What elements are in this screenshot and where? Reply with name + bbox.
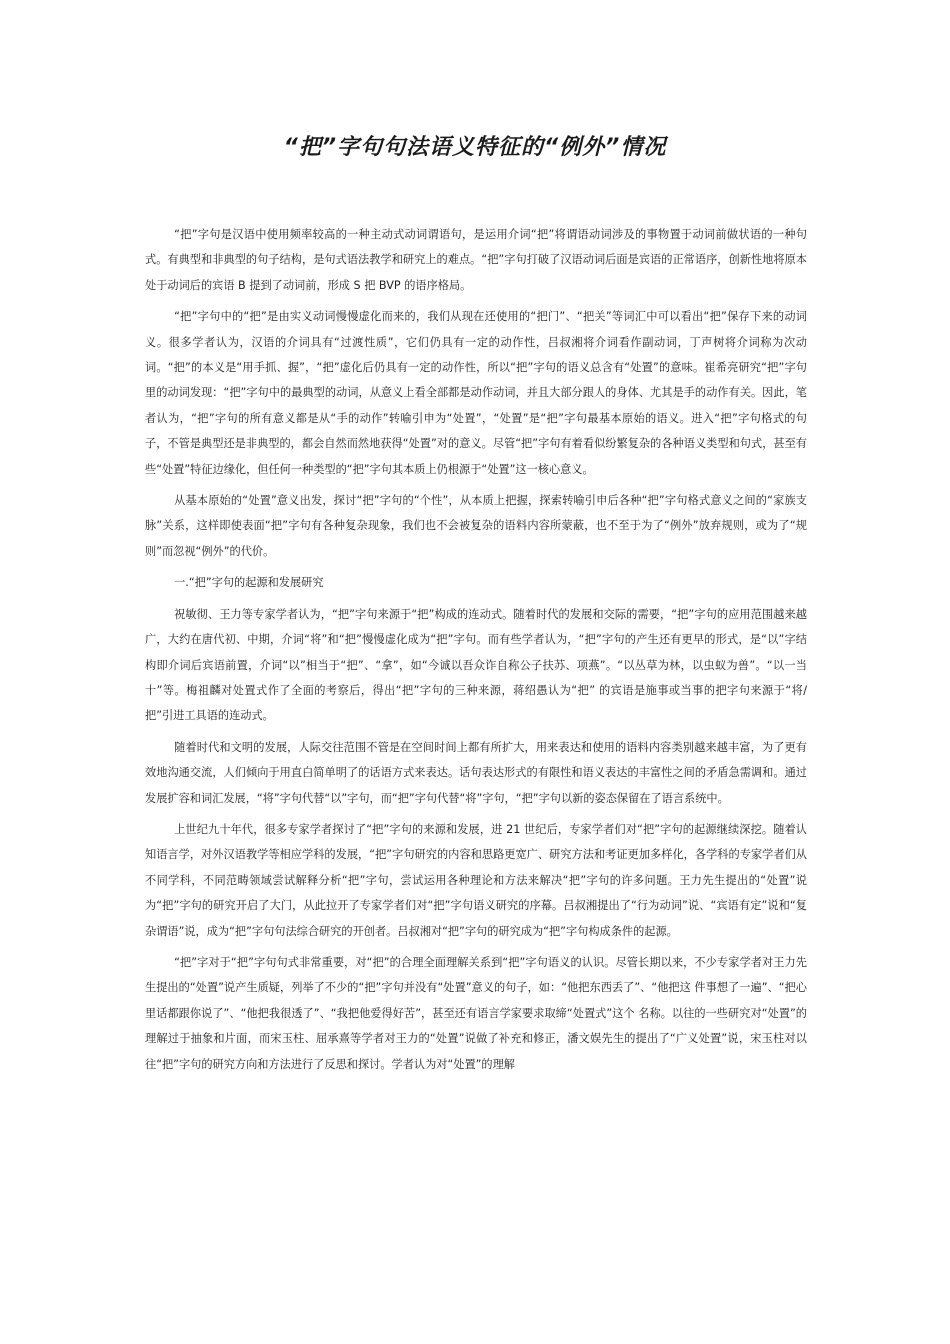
document-body	[145, 222, 807, 1083]
paragraph-7: “把”字对于“把”字句句式非常重要，对“把”的合理全面理解关系到“把”字句语义的认识。尽管长期以来，不少专家学者对王力先生提出的“处置”说产生质疑，列举了不少的“把”字句并没有“处置”意义的句子，如：“他把东西丢了”、“他把这 件事想了一遍”、“把心里话都跟你说了”、“他把我很透了”、“我把他爱得好苦”，甚至还有语言学家要求取缔“处置式”这个 名称。以往的一些研究对“处置”的理解过于抽象和片面，而宋玉柱、屈承熹等学者对王力的“处置”说做了补充和修正，潘文娱先生的提出了“广义处置”说，宋玉柱对以往“把”字句的研究方向和方法进行了反思和探讨。学者认为对“处置”的理解	[145, 955, 807, 1071]
document-title: “把”字句句法语义特征的“例外”情况	[283, 135, 667, 160]
paragraph-6: 上世纪九十年代，很多专家学者探讨了“把”字句的来源和发展，进 21 世纪后，专家学者们对“把”字句的起源继续深挖。随着认知语言学，对外汉语教学等相应学科的发展，“把”字句研究的内容和思路更宽广、研究方法和考证更加多样化，各学科的专家学者们从不同学科，不同范畴领域尝试解释分析“把”字句，尝试运用各种理论和方法来解决“把”字句的许多问题。王力先生提出的“处置”说为“把”字句的研究开启了大门，从此拉开了专家学者们对“把”字句语义研究的序幕。吕叔湘提出了“行为动词”说、“宾语有定”说和“复杂谓语”说，成为“把”字句句法综合研究的开创者。吕叔湘对“把”字句的研究成为“把”字句构成条件的起源。	[145, 822, 807, 938]
paragraph-2: “把”字句中的“把”是由实义动词慢慢虚化而来的，我们从现在还使用的“把门”、“把关”等词汇中可以看出“把”保存下来的动词义。很多学者认为，汉语的介词具有“过渡性质”，它们仍具有一定的动作性，吕叔湘将介词看作副动词，丁声树将介词称为次动词。“把”的本义是“用手抓、握”，“把”虚化后仍具有一定的动作性，所以“把”字句的语义总含有“处置”的意味。崔希亮研究“把”字句里的动词发现：“把”字句中的最典型的动词，从意义上看全部都是动作动词，并且大部分跟人的身体、尤其是手的动作有关。因此，笔者认为，“把”字句的所有意义都是从“手的动作”转喻引申为“处置”，“处置”是“把”字句最基本原始的语义。进入“把”字句格式的句子，不管是典型还是非典型的，都会自然而然地获得“处置”对的意义。尽管“把”字句有着看似纷繁复杂的各种语义类型和句式，甚至有些“处置”特征边缘化，但任何一种类型的“把”字句其本质上仍根源于“处置”这一核心意义。	[145, 310, 807, 476]
paragraph-3: 从基本原始的“处置”意义出发，探讨“把”字句的“个性”，从本质上把握，探索转喻引申后各种“把”字句格式意义之间的“家族支脉”关系，这样即使表面“把”字句有各种复杂现象，我们也不会被复杂的语料内容所蒙蔽，也不至于为了“例外”放弃规则，或为了“规则”而忽视“例外”的代价。	[145, 494, 807, 558]
paragraph-4: 祝敏彻、王力等专家学者认为，“把”字句来源于“把”构成的连动式。随着时代的发展和交际的需要，“把”字句的应用范围越来越广，大约在唐代初、中期，介词“将”和“把”慢慢虚化成为“把”字句。而有些学者认为，“把”字句的产生还有更早的形式，是“以”字结构即介词后宾语前置，介词“以”相当于“把”、“拿”，如“今诚以吾众诈自称公子扶苏、项燕”。“以丛草为林，以虫蚁为兽”。“以一当十”等。梅祖麟对处置式作了全面的考察后，得出“把”字句的三种来源，蒋绍愚认为“把” 的宾语是施事或当事的把字句来源于“将/把”引进工具语的连动式。	[145, 607, 807, 723]
paragraph-1: “把”字句是汉语中使用频率较高的一种主动式动词谓语句，是运用介词“把”将谓语动词涉及的事物置于动词前做状语的一种句式。有典型和非典型的句子结构，是句式语法教学和研究上的难点。“把”字句打破了汉语动词后面是宾语的正常语序，创新性地将原本处于动词后的宾语 B 提到了动词前，形成 S 把 BVP 的语序格局。	[145, 228, 807, 292]
section-heading-1: 一.“把”字句的起源和发展研究	[174, 576, 324, 590]
paragraph-5: 随着时代和文明的发展，人际交往范围不管是在空间时间上都有所扩大，用来表达和使用的语料内容类别越来越丰富，为了更有效地沟通交流，人们倾向于用直白简单明了的话语方式来表达。话句表达形式的有限性和语义表达的丰富性之间的矛盾急需调和。通过发展扩容和词汇发展，“将”字句代替“以”字句，而“把”字句代替“将”字句，“把”字句以新的姿态保留在了语言系统中。	[145, 740, 807, 805]
